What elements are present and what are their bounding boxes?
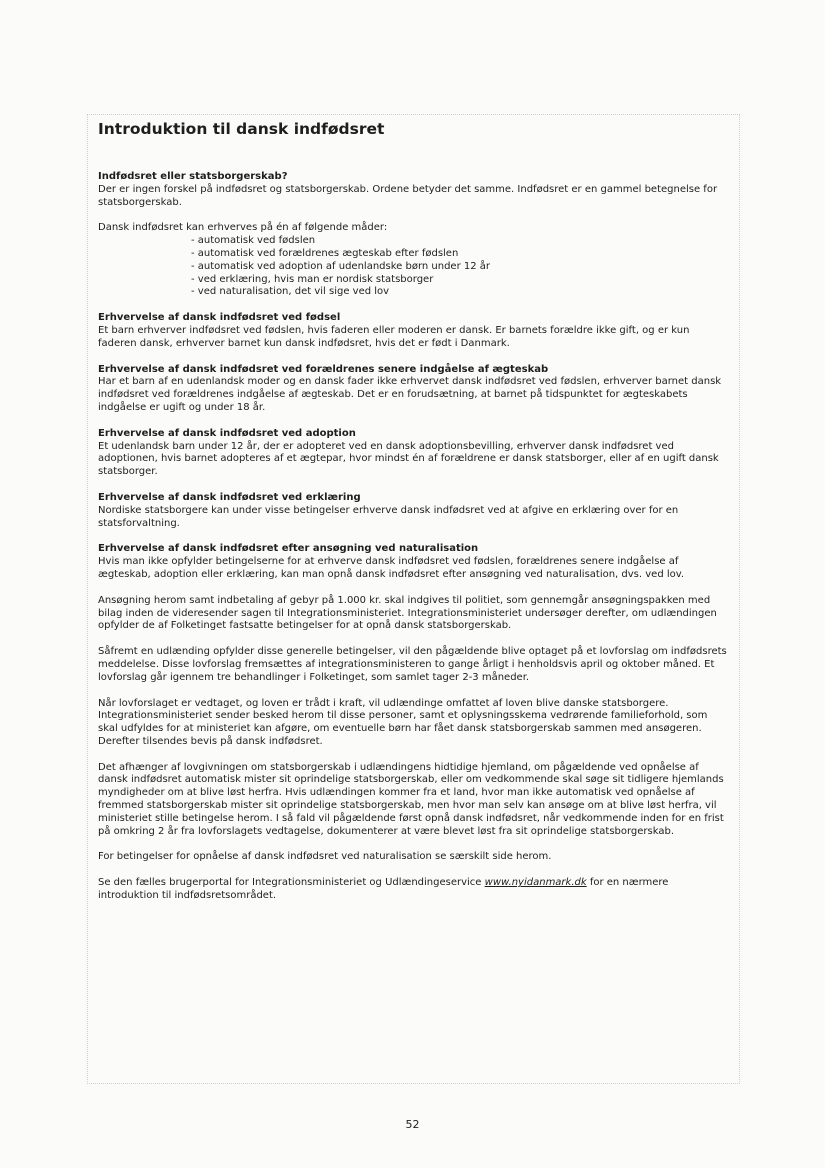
section-text: Et barn erhverver indfødsret ved fødslen, hvis faderen eller moderen er dansk. Er barnets forældre ikke gift, og er kun faderen dansk, erhverver barnet kun dansk indfødsret, hvis det er født i Danmark.: [98, 324, 690, 349]
section-heading: Erhvervelse af dansk indfødsret ved forældrenes senere indgåelse af ægteskab: [98, 363, 549, 375]
closing-text-after: for en nærmere introduktion til indfødsretsområdet.: [98, 877, 669, 902]
section-marriage: [98, 364, 730, 415]
section-naturalisation: [98, 543, 730, 581]
paragraph: For betingelser for opnåelse af dansk indfødsret ved naturalisation se særskilt side herom.: [98, 851, 552, 863]
list-item: - ved naturalisation, det vil sige ved lov: [191, 286, 390, 298]
paragraph: Når lovforslaget er vedtaget, og loven er trådt i kraft, vil udlændinge omfattet af loven blive danske statsborgere. Integrationsministeriet sender besked herom til disse personer, samt et oplysningsskema vedrørende familieforhold, som skal udfyldes for at ministeriet kan afgøre, om eventuelle børn har fået dansk statsborgerskab sammen med ansøgeren. Derefter tilsendes bevis på dansk indfødsret.: [98, 697, 708, 747]
page-number: 52: [405, 1118, 420, 1131]
paragraph: Ansøgning herom samt indbetaling af gebyr på 1.000 kr. skal indgives til politiet, som gennemgår ansøgningspakken med bilag inden de videresender sagen til Integrationsministeriet. Integrationsministeriet undersøger derefter, om udlændingen opfylder de af Folketinget fastsatte betingelser for at opnå dansk statsborgerskab.: [98, 594, 717, 632]
section-text: Der er ingen forskel på indfødsret og statsborgerskab. Ordene betyder det samme. Indfødsret er en gammel betegnelse for statsborgerskab.: [98, 183, 718, 208]
section-text: Har et barn af en udenlandsk moder og en dansk fader ikke erhvervet dansk indfødsret ved fødslen, erhverver barnet dansk indfødsret ved forældrenes indgåelse af ægteskab. Det er en forudsætning, at barnet på tidspunktet for ægteskabets indgåelse er ugift og under 18 år.: [98, 376, 722, 413]
list-item: - automatisk ved fødslen: [191, 235, 316, 247]
paragraph: Såfremt en udlænding opfylder disse generelle betingelser, vil den pågældende blive optaget på et lovforslag om indfødsrets meddelelse. Disse lovforslag fremsættes af integrationsministeren to gange årligt i henholdsvis april og oktober måned. Et lovforslag går igennem tre behandlinger i Folketinget, som samlet tager 2-3 måneder.: [98, 646, 727, 683]
page-title: Introduktion til dansk indfødsret: [98, 120, 385, 138]
closing-paragraph: [98, 877, 730, 903]
section-heading: Indfødsret eller statsborgerskab?: [98, 171, 288, 182]
section-text: Nordiske statsborgere kan under visse betingelser erhverve dansk indfødsret ved at afgive en erklæring over for en statsforvaltning.: [98, 504, 679, 529]
nyidanmark-link[interactable]: www.nyidanmark.dk: [484, 877, 587, 889]
section-declaration: [98, 492, 730, 530]
list-item: - ved erklæring, hvis man er nordisk statsborger: [191, 273, 434, 285]
section-citizenship: [98, 171, 730, 209]
section-adoption: [98, 428, 730, 479]
section-heading: Erhvervelse af dansk indfødsret efter ansøgning ved naturalisation: [98, 543, 479, 555]
list-item: - automatisk ved adoption af udenlandske børn under 12 år: [191, 260, 491, 272]
section-text: Hvis man ikke opfylder betingelserne for at erhverve dansk indfødsret ved fødslen, forældrenes senere indgåelse af ægteskab, adoption eller erklæring, kan man opnå dansk indfødsret efter ansøgning ved naturalisation, dvs. ved lov.: [98, 556, 685, 580]
ways-intro: Dansk indfødsret kan erhverves på én af følgende måder:: [98, 222, 388, 234]
section-heading: Erhvervelse af dansk indfødsret ved erklæring: [98, 491, 361, 503]
section-text: Et udenlandsk barn under 12 år, der er adopteret ved en dansk adoptionsbevilling, erhverver dansk indfødsret ved adoptionen, hvis barnet adopteres af et ægtepar, hvor mindst én af forældrene er dansk statsborger, eller af en ugift dansk statsborger.: [98, 440, 719, 478]
section-heading: Erhvervelse af dansk indfødsret ved fødsel: [98, 312, 341, 324]
closing-text-before: Se den fælles brugerportal for Integrationsministeriet og Udlændingeservice: [98, 877, 485, 889]
section-heading: Erhvervelse af dansk indfødsret ved adoption: [98, 427, 356, 439]
section-birth: [98, 312, 730, 350]
document-body: [98, 120, 730, 916]
paragraph: Det afhænger af lovgivningen om statsborgerskab i udlændingens hidtidige hjemland, om pågældende ved opnåelse af dansk indfødsret automatisk mister sit oprindelige statsborgerskab, eller om vedkommende skal søge sit tidligere hjemlands myndigheder om at blive løst herfra. Hvis udlændingen kommer fra et land, hvor man ikke automatisk ved opnåelse af fremmed statsborgerskab mister sit oprindelige statsborgerskab, men hvor man selv kan ansøge om at blive løst herfra, vil ministeriet stille betingelse herom. I så fald vil pågældende først opnå dansk indfødsret, når vedkommende inden for en frist på omkring 2 år fra lovforslagets vedtagelse, dokumenterer at være blevet løst fra sit oprindelige statsborgerskab.: [98, 761, 724, 837]
list-item: - automatisk ved forældrenes ægteskab efter fødslen: [191, 247, 459, 259]
ways-list: [98, 235, 730, 299]
